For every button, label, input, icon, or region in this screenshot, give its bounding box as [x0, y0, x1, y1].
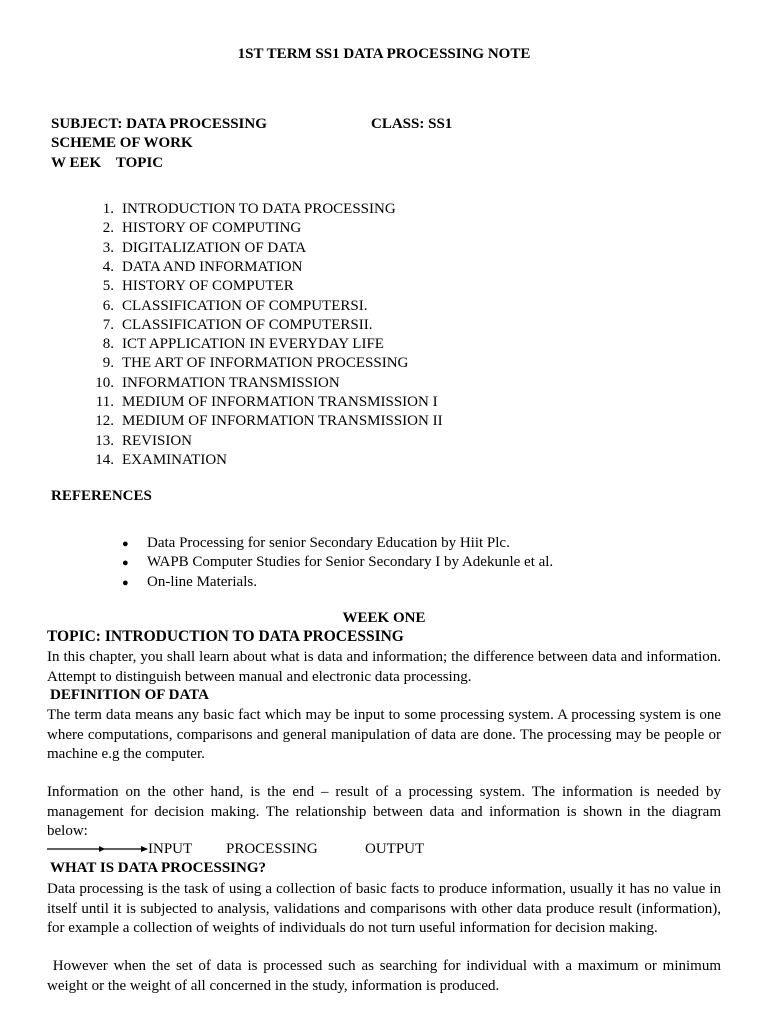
list-item-number: 1. — [102, 201, 114, 217]
list-item — [0, 452, 768, 472]
class-label: CLASS: SS1 — [371, 116, 453, 132]
list-item — [0, 336, 768, 356]
list-item-text: HISTORY OF COMPUTER — [122, 278, 294, 294]
data-processing-paragraph: Data processing is the task of using a collection of basic facts to produce information, usually it has no value in itself until it is subjected to analysis, validations and comparisons with other data produce result (information), for example a collection of weights of individuals do not turn useful information for decision making. — [47, 881, 721, 936]
bullet-icon: ● — [122, 538, 129, 550]
list-item-text: MEDIUM OF INFORMATION TRANSMISSION I — [122, 394, 438, 410]
list-item — [0, 240, 768, 260]
data-processing-heading: WHAT IS DATA PROCESSING? — [50, 860, 267, 876]
diagram-input-label: INPUT — [148, 841, 193, 857]
list-item-number: 14. — [95, 452, 114, 468]
list-item — [0, 298, 768, 318]
list-item-number: 4. — [102, 259, 114, 275]
list-item-number: 12. — [95, 413, 114, 429]
list-item-number: 13. — [95, 433, 114, 449]
bullet-icon: ● — [122, 577, 129, 589]
definition-paragraph: The term data means any basic fact which may be input to some processing system. A processing system is one where computations, comparisons and general manipulation of data are done. The processing may be people or machine e.g the computer. — [47, 707, 721, 762]
list-item — [0, 355, 768, 375]
list-item-text: MEDIUM OF INFORMATION TRANSMISSION II — [122, 413, 443, 429]
list-item — [0, 535, 768, 555]
topic-heading: TOPIC: INTRODUCTION TO DATA PROCESSING — [47, 628, 404, 645]
scheme-of-work-heading: SCHEME OF WORK — [51, 135, 193, 151]
list-item — [0, 201, 768, 221]
reference-text: On-line Materials. — [147, 574, 257, 590]
list-item-text: EXAMINATION — [122, 452, 227, 468]
list-item — [0, 554, 768, 574]
list-item — [0, 278, 768, 298]
reference-text: Data Processing for senior Secondary Education by Hiit Plc. — [147, 535, 510, 551]
list-item-number: 3. — [102, 240, 114, 256]
week-one-heading: WEEK ONE — [342, 610, 426, 626]
list-item-number: 8. — [102, 336, 114, 352]
diagram-output-label: OUTPUT — [365, 841, 425, 857]
list-item-text: CLASSIFICATION OF COMPUTERSII. — [122, 317, 373, 333]
definition-heading: DEFINITION OF DATA — [50, 687, 209, 703]
list-item-number: 2. — [102, 220, 114, 236]
arrow-icon — [47, 843, 157, 857]
list-item-number: 10. — [95, 375, 114, 391]
list-item-text: INTRODUCTION TO DATA PROCESSING — [122, 201, 396, 217]
list-item-text: REVISION — [122, 433, 192, 449]
list-item — [0, 375, 768, 395]
list-item-text: HISTORY OF COMPUTING — [122, 220, 302, 236]
intro-paragraph: In this chapter, you shall learn about what is data and information; the difference between data and information. Attempt to distinguish between manual and electronic data processing. — [47, 649, 721, 685]
list-item — [0, 259, 768, 279]
list-item-number: 6. — [102, 298, 114, 314]
diagram-processing-label: PROCESSING — [226, 841, 318, 857]
list-item-text: CLASSIFICATION OF COMPUTERSI. — [122, 298, 368, 314]
list-item — [0, 220, 768, 240]
references-heading: REFERENCES — [51, 488, 152, 504]
document-title: 1ST TERM SS1 DATA PROCESSING NOTE — [237, 46, 531, 62]
list-item-number: 11. — [95, 394, 114, 410]
data-processing-paragraph-2: However when the set of data is processed such as searching for individual with a maximum or minimum weight or the weight of all concerned in the study, information is produced. — [47, 958, 725, 994]
list-item-text: INFORMATION TRANSMISSION — [122, 375, 340, 391]
list-item-text: DATA AND INFORMATION — [122, 259, 303, 275]
list-item — [0, 317, 768, 337]
list-item-number: 9. — [102, 355, 114, 371]
list-item — [0, 574, 768, 594]
week-topic-heading: W EEK TOPIC — [51, 155, 164, 171]
list-item — [0, 433, 768, 453]
list-item-text: ICT APPLICATION IN EVERYDAY LIFE — [122, 336, 384, 352]
list-item — [0, 394, 768, 414]
reference-text: WAPB Computer Studies for Senior Secondary I by Adekunle et al. — [147, 554, 554, 570]
subject-label: SUBJECT: DATA PROCESSING — [51, 116, 267, 132]
information-paragraph: Information on the other hand, is the end – result of a processing system. The information is needed by management for decision making. The relationship between data and information is shown in the diagram below: — [47, 784, 721, 839]
list-item-text: DIGITALIZATION OF DATA — [122, 240, 307, 256]
list-item-number: 5. — [102, 278, 114, 294]
list-item-number: 7. — [102, 317, 114, 333]
list-item-text: THE ART OF INFORMATION PROCESSING — [122, 355, 409, 371]
bullet-icon: ● — [122, 557, 129, 569]
list-item — [0, 413, 768, 433]
